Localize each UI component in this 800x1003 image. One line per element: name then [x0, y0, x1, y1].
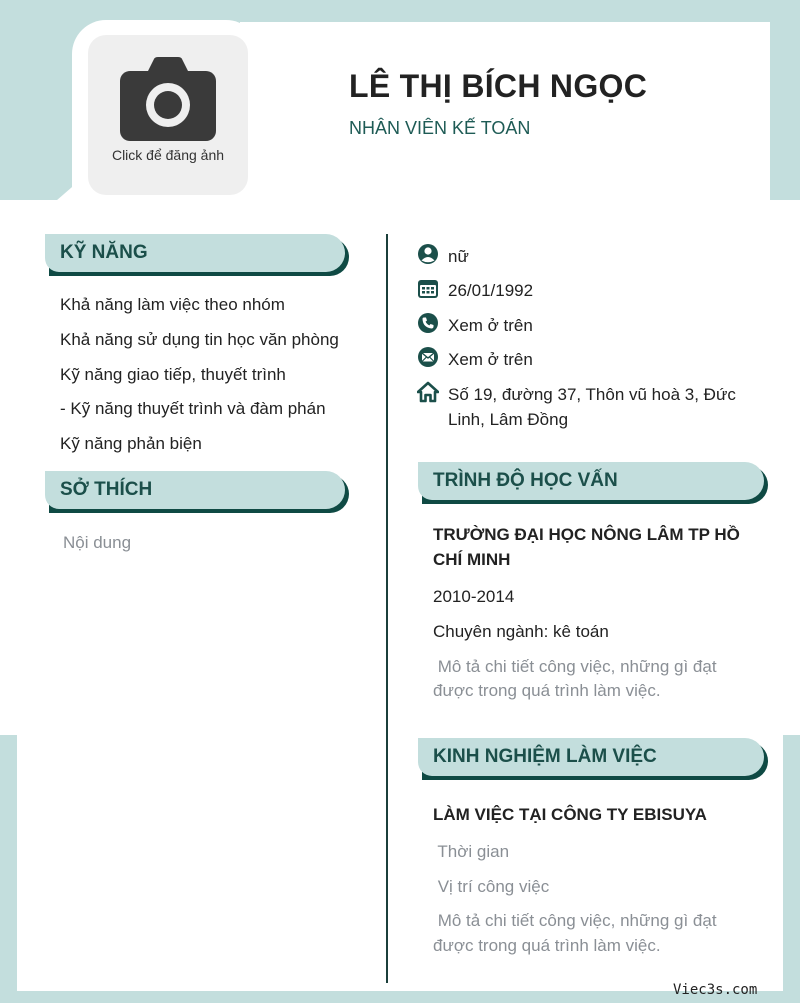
phone-icon	[417, 312, 439, 334]
header-panel	[240, 22, 770, 202]
education-header	[418, 462, 764, 500]
experience-header	[418, 738, 764, 776]
home-icon	[417, 381, 439, 403]
skill-item: - Kỹ năng thuyết trình và đàm phán	[60, 399, 326, 418]
experience-title: KINH NGHIỆM LÀM VIỆC	[418, 738, 764, 776]
candidate-job-title: NHÂN VIÊN KẾ TOÁN	[349, 118, 531, 138]
calendar-icon	[417, 277, 439, 299]
skill-item: Khả năng sử dụng tin học văn phòng	[60, 330, 339, 349]
contact-email: Xem ở trên	[448, 350, 533, 369]
hobbies-content: Nội dung	[63, 533, 132, 552]
education-major: Chuyên ngành: kê toán	[433, 622, 609, 641]
skills-title: KỸ NĂNG	[45, 234, 345, 272]
skill-item: Khả năng làm việc theo nhóm	[60, 295, 285, 314]
education-years: 2010-2014	[433, 587, 515, 606]
contact-birthday: 26/01/1992	[448, 281, 534, 300]
education-description-line1: Mô tả chi tiết công việc, những gì đạt	[433, 657, 717, 676]
watermark-text: Viec3s.com	[673, 982, 758, 998]
contact-phone: Xem ở trên	[448, 316, 533, 335]
contact-address-line1: Số 19, đường 37, Thôn vũ hoà 3, Đức	[448, 385, 736, 404]
upload-photo-caption: Click để đăng ảnh	[111, 147, 225, 163]
email-icon	[417, 346, 439, 368]
content-area	[0, 200, 800, 991]
skills-header	[45, 234, 345, 272]
skill-item: Kỹ năng giao tiếp, thuyết trình	[60, 365, 286, 384]
experience-company: LÀM VIỆC TẠI CÔNG TY EBISUYA	[433, 805, 707, 824]
education-school-line1: TRƯỜNG ĐẠI HỌC NÔNG LÂM TP HỒ	[433, 525, 740, 544]
experience-position: Vị trí công việc	[433, 877, 550, 896]
contact-gender: nữ	[448, 247, 469, 266]
user-icon	[417, 243, 439, 265]
upload-photo-button[interactable]	[88, 35, 248, 195]
skill-item: Kỹ năng phản biện	[60, 434, 202, 453]
right-border-decoration	[783, 735, 800, 1003]
education-title: TRÌNH ĐỘ HỌC VẤN	[418, 462, 764, 500]
experience-description-line1: Mô tả chi tiết công việc, những gì đạt	[433, 911, 717, 930]
camera-icon	[120, 57, 216, 141]
left-border-decoration	[0, 735, 17, 1003]
column-divider	[386, 234, 388, 983]
experience-description-line2: được trong quá trình làm việc.	[433, 936, 661, 955]
contact-address-line2: Linh, Lâm Đồng	[448, 410, 569, 429]
experience-time: Thời gian	[433, 842, 510, 861]
hobbies-title: SỞ THÍCH	[45, 471, 345, 509]
education-description-line2: được trong quá trình làm việc.	[433, 681, 661, 700]
candidate-name: LÊ THỊ BÍCH NGỌC	[349, 68, 648, 104]
hobbies-header	[45, 471, 345, 509]
education-school-line2: CHÍ MINH	[433, 550, 511, 569]
